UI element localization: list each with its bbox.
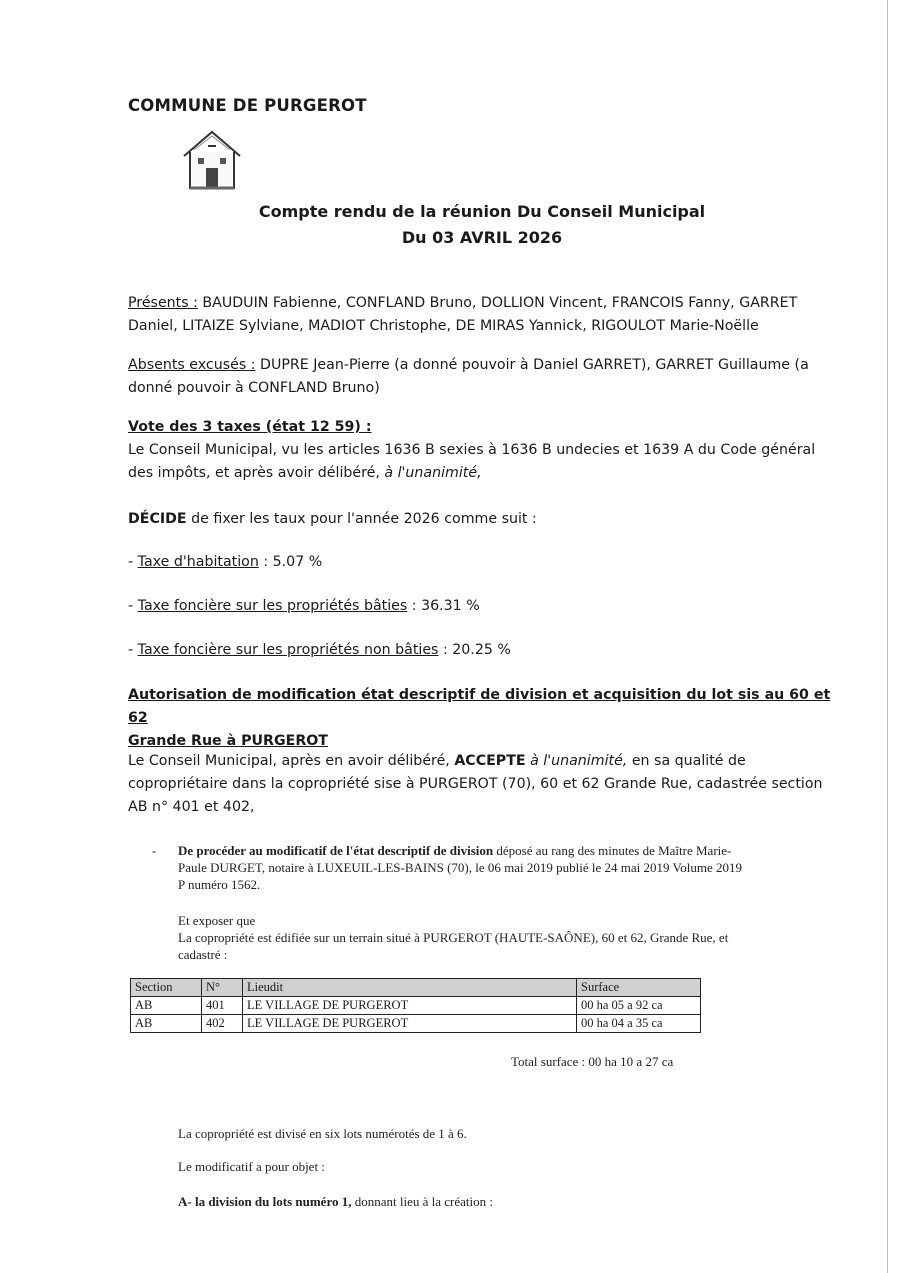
tax-fonciere-non-baties: [128, 639, 828, 662]
bullet-rest1: déposé au rang des minutes de Maître Marie-: [493, 843, 732, 858]
cell-lieudit: LE VILLAGE DE PURGEROT: [243, 997, 577, 1015]
exposer-line3: cadastré :: [178, 947, 228, 962]
tax2-label: Taxe foncière sur les propriétés bâties: [137, 598, 408, 614]
header-surface: Surface: [577, 979, 701, 997]
presents-label: Présents :: [128, 295, 198, 311]
tax3-value: : 20.25 %: [438, 642, 511, 658]
lots-line3-rest: donnant lieu à la création :: [351, 1194, 494, 1209]
table-row: [131, 997, 701, 1015]
title-line1: Compte rendu de la réunion Du Conseil Municipal: [258, 202, 706, 221]
tax3-label: Taxe foncière sur les propriétés non bâties: [137, 642, 439, 658]
presents-text-1: BAUDUIN Fabienne, CONFLAND Bruno, DOLLION Vincent, FRANCOIS Fanny, GARRET: [197, 295, 798, 311]
lots-line3-bold: A- la division du lots numéro 1,: [178, 1194, 352, 1209]
presents-paragraph: [128, 292, 828, 338]
autorisation-paragraph: [128, 750, 848, 819]
tax1-prefix: -: [128, 554, 138, 570]
tax2-prefix: -: [128, 598, 138, 614]
exposer-line1: Et exposer que: [178, 913, 256, 928]
bullet-line2: Paule DURGET, notaire à LUXEUIL-LES-BAINS (70), le 06 mai 2019 publié le 24 mai 2019 Volume 2019: [178, 860, 742, 875]
absents-label: Absents excusés :: [128, 357, 256, 373]
auth-p2: copropriétaire dans la copropriété sise à PURGEROT (70), 60 et 62 Grande Rue, cadastrée section: [128, 776, 823, 792]
decide-line: [128, 508, 828, 531]
presents-text-2: Daniel, LITAIZE Sylviane, MADIOT Christophe, DE MIRAS Yannick, RIGOULOT Marie-Noëlle: [128, 318, 759, 334]
cell-surface: 00 ha 04 a 35 ca: [577, 1015, 701, 1033]
title-line2: Du 03 AVRIL 2026: [401, 228, 563, 247]
tax-habitation: [128, 551, 828, 574]
bullet-paragraph: [178, 842, 868, 893]
header-numero: N°: [202, 979, 243, 997]
tax-fonciere-baties: [128, 595, 828, 618]
vote-section: [128, 416, 828, 485]
bullet-dash: -: [152, 843, 157, 858]
vote-heading: Vote des 3 taxes (état 12 59) :: [128, 419, 372, 435]
decide-rest: de fixer les taux pour l'année 2026 comme suit :: [186, 511, 537, 527]
cell-lieudit: LE VILLAGE DE PURGEROT: [243, 1015, 577, 1033]
autorisation-heading: [128, 684, 848, 753]
exposer-paragraph: [178, 912, 868, 963]
auth-p1b: ACCEPTE: [454, 753, 526, 769]
cell-numero: 402: [202, 1015, 243, 1033]
vote-line2b: à l'unanimité,: [384, 465, 482, 481]
page-edge-line: [887, 0, 888, 1273]
auth-p3: AB n° 401 et 402,: [128, 799, 255, 815]
cadastre-table: [130, 978, 701, 1033]
auth-p1c: à l'unanimité,: [525, 753, 628, 769]
lots-line2: Le modificatif a pour objet :: [178, 1159, 325, 1174]
house-icon: [180, 128, 244, 192]
bullet-line3: P numéro 1562.: [178, 877, 261, 892]
cell-numero: 401: [202, 997, 243, 1015]
absents-paragraph: [128, 354, 828, 400]
tax3-prefix: -: [128, 642, 138, 658]
tax1-label: Taxe d'habitation: [137, 554, 259, 570]
table-header-row: [131, 979, 701, 997]
lots-line3: [178, 1193, 493, 1210]
table-row: [131, 1015, 701, 1033]
total-surface: Total surface : 00 ha 10 a 27 ca: [511, 1054, 674, 1069]
decide-bold: DÉCIDE: [128, 511, 187, 527]
auth-p1d: en sa qualité de: [627, 753, 746, 769]
cell-section: AB: [131, 1015, 202, 1033]
autorisation-heading-1: Autorisation de modification état descriptif de division et acquisition du lot sis au 60 et 62: [128, 687, 831, 726]
bullet-bold: De procéder au modificatif de l'état descriptif de division: [178, 843, 494, 858]
vote-line2a: des impôts, et après avoir délibéré,: [128, 465, 385, 481]
tax1-value: : 5.07 %: [258, 554, 323, 570]
header-section: Section: [131, 979, 202, 997]
tax2-value: : 36.31 %: [407, 598, 480, 614]
header-lieudit: Lieudit: [243, 979, 577, 997]
cell-surface: 00 ha 05 a 92 ca: [577, 997, 701, 1015]
cell-section: AB: [131, 997, 202, 1015]
autorisation-heading-2: Grande Rue à PURGEROT: [128, 733, 328, 749]
vote-line1: Le Conseil Municipal, vu les articles 1636 B sexies à 1636 B undecies et 1639 A du Code général: [128, 442, 816, 458]
absents-text-2: donné pouvoir à CONFLAND Bruno): [128, 380, 380, 396]
absents-text-1: DUPRE Jean-Pierre (a donné pouvoir à Daniel GARRET), GARRET Guillaume (a: [255, 357, 809, 373]
commune-header: COMMUNE DE PURGEROT: [128, 96, 367, 115]
auth-p1a: Le Conseil Municipal, après en avoir délibéré,: [128, 753, 455, 769]
lots-line1: La copropriété est divisé en six lots numérotés de 1 à 6.: [178, 1126, 467, 1141]
exposer-line2: La copropriété est édifiée sur un terrain situé à PURGEROT (HAUTE-SAÔNE), 60 et 62, Grande Rue, et: [178, 930, 729, 945]
